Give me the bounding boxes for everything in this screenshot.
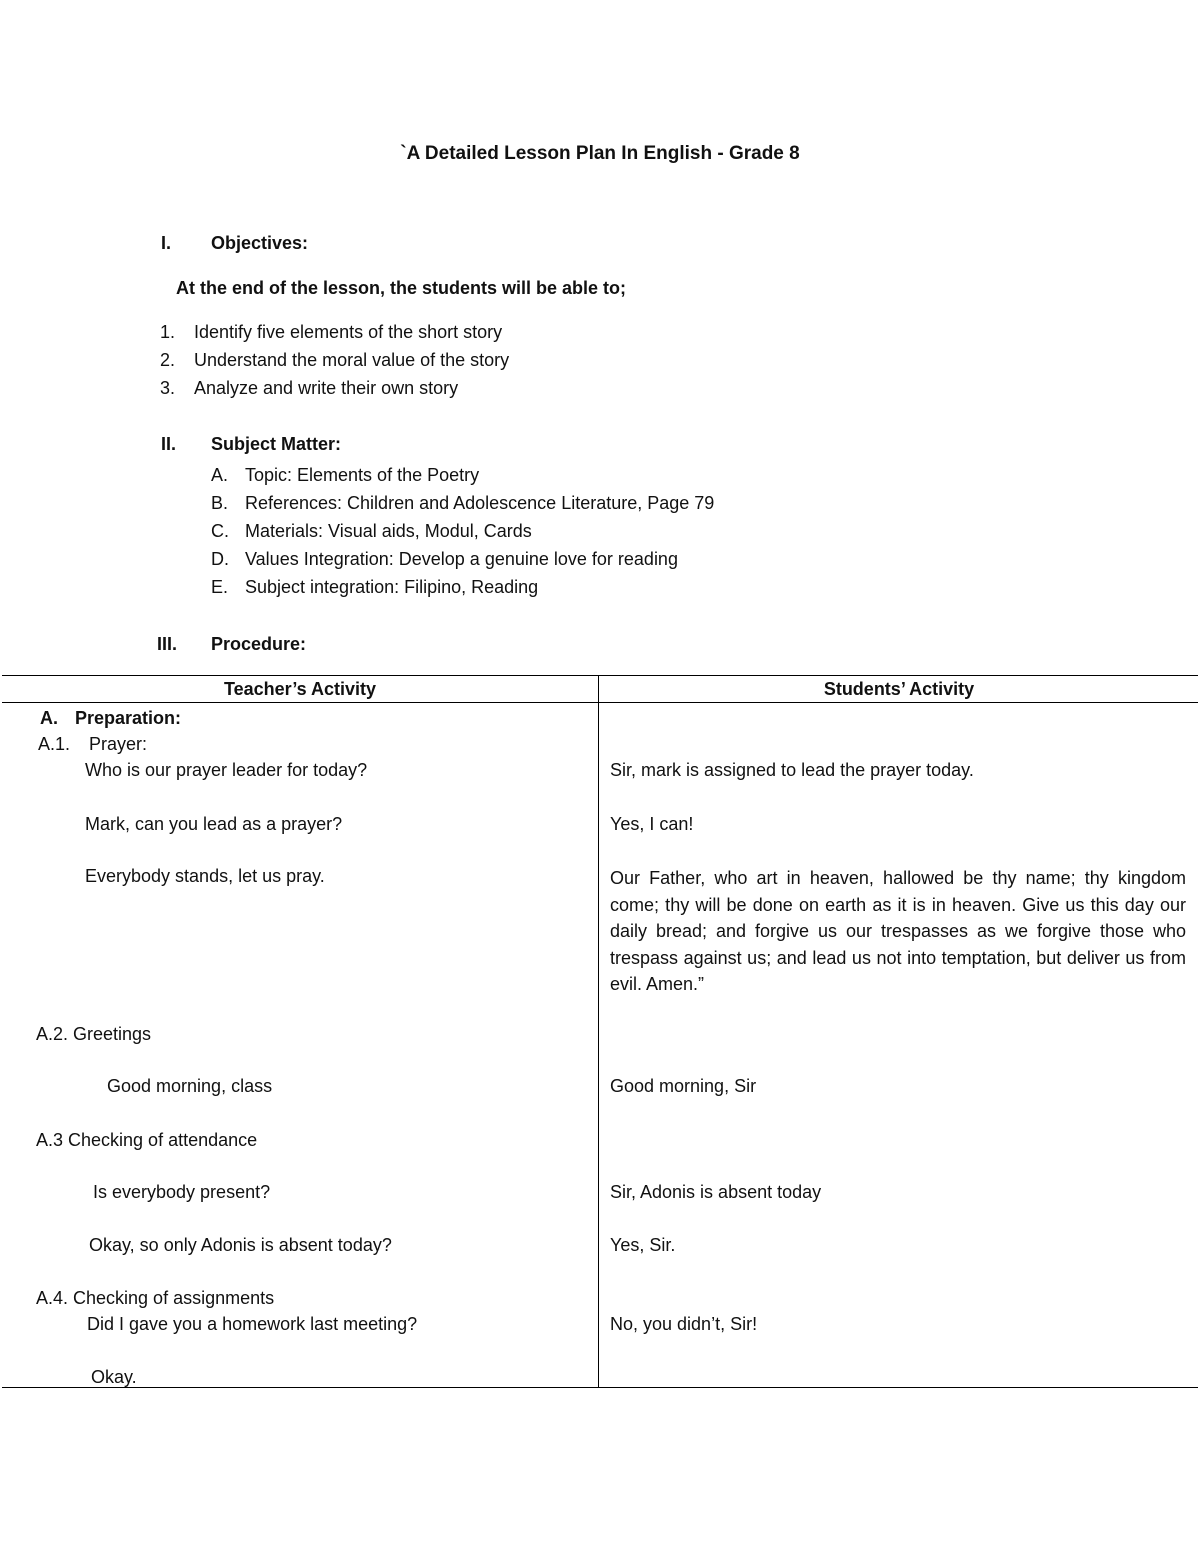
student-line: Yes, I can! <box>610 814 694 834</box>
teacher-line: Everybody stands, let us pray. <box>85 866 325 886</box>
student-line: No, you didn’t, Sir! <box>610 1314 758 1334</box>
teacher-line: Okay. <box>91 1367 137 1387</box>
student-line: Good morning, Sir <box>610 1076 757 1096</box>
subject-item: Topic: Elements of the Poetry <box>245 465 480 485</box>
preparation-letter: A. <box>40 708 58 728</box>
table-top-border <box>2 675 1198 676</box>
subject-item-letter: E. <box>211 577 229 597</box>
attendance-heading: A.3 Checking of attendance <box>36 1130 258 1150</box>
objectives-intro: At the end of the lesson, the students will be able to; <box>176 278 627 298</box>
subject-item: References: Children and Adolescence Literature, Page 79 <box>245 493 715 513</box>
table-column-divider <box>598 676 599 1388</box>
prayer-number: A.1. <box>38 734 71 754</box>
section-numeral-procedure: III. <box>157 634 178 654</box>
prayer-text: Our Father, who art in heaven, hallowed be thy name; thy kingdom come; thy will be done on earth as it is in heaven. Give us this day our daily bread; and forgive us our trespasses as we forgive those who trespass against us; and lead us not into temptation, but deliver us from evil. Amen.” <box>610 868 1186 994</box>
subject-item-letter: C. <box>211 521 229 541</box>
document-title: `A Detailed Lesson Plan In English - Grade 8 <box>400 143 800 164</box>
objective-item: Identify five elements of the short story <box>194 322 503 342</box>
teacher-line: Who is our prayer leader for today? <box>85 760 368 780</box>
section-numeral-objectives: I. <box>161 233 172 253</box>
subject-item-letter: A. <box>211 465 229 485</box>
subject-item-letter: B. <box>211 493 229 513</box>
subject-item: Materials: Visual aids, Modul, Cards <box>245 521 532 541</box>
section-heading-objectives: Objectives: <box>211 233 309 253</box>
table-bottom-border <box>2 1387 1198 1388</box>
table-header-divider <box>2 702 1198 703</box>
teacher-line: Did I gave you a homework last meeting? <box>87 1314 418 1334</box>
student-line: Yes, Sir. <box>610 1235 676 1255</box>
objective-number: 1. <box>160 322 176 342</box>
objective-item: Analyze and write their own story <box>194 378 459 398</box>
assignments-heading: A.4. Checking of assignments <box>36 1288 275 1308</box>
section-numeral-subject-matter: II. <box>161 434 177 454</box>
subject-item: Values Integration: Develop a genuine love for reading <box>245 549 678 569</box>
objective-number: 2. <box>160 350 176 370</box>
subject-item-letter: D. <box>211 549 229 569</box>
teacher-line: Mark, can you lead as a prayer? <box>85 814 343 834</box>
teacher-line: Is everybody present? <box>93 1182 271 1202</box>
students-activity-header: Students’ Activity <box>823 679 975 699</box>
teacher-activity-header: Teacher’s Activity <box>223 679 377 699</box>
teacher-line: Okay, so only Adonis is absent today? <box>89 1235 392 1255</box>
prayer-heading: Prayer: <box>89 734 148 754</box>
objective-item: Understand the moral value of the story <box>194 350 510 370</box>
student-line: Sir, Adonis is absent today <box>610 1182 822 1202</box>
teacher-line: Good morning, class <box>107 1076 273 1096</box>
subject-item: Subject integration: Filipino, Reading <box>245 577 539 597</box>
section-heading-subject-matter: Subject Matter: <box>211 434 342 454</box>
student-line: Sir, mark is assigned to lead the prayer today. <box>610 760 974 780</box>
preparation-heading: Preparation: <box>75 708 182 728</box>
greetings-heading: A.2. Greetings <box>36 1024 152 1044</box>
objective-number: 3. <box>160 378 176 398</box>
section-heading-procedure: Procedure: <box>211 634 307 654</box>
